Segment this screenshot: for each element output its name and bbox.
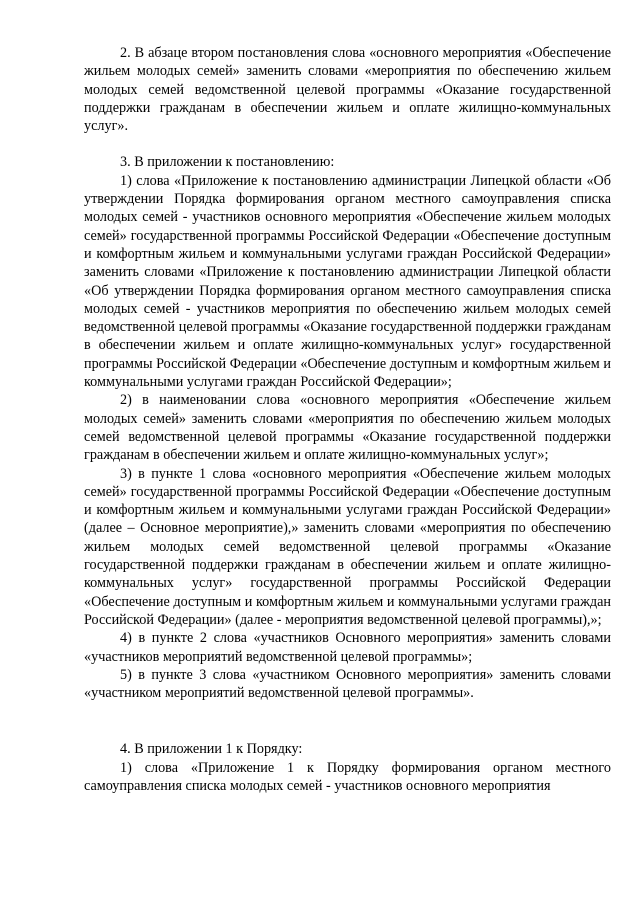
document-body <box>84 44 611 795</box>
paragraph-spacer <box>84 702 611 740</box>
paragraph-subitem-1: 1) слова «Приложение к постановлению администрации Липецкой области «Об утверждении Порядка формирования органом местного самоуправления списка молодых семей - участников основного мероприятия «Обеспечение жильем молодых семей» государственной программы Российской Федерации «Обеспечение доступным и комфортным жильем и коммунальными услугами граждан Российской Федерации» заменить словами «Приложение к постановлению администрации Липецкой области «Об утверждении Порядка формирования органом местного самоуправления списка молодых семей - участников мероприятия по обеспечению жильем молодых семей ведомственной целевой программы «Оказание государственной поддержки гражданам в обеспечении жильем и оплате жилищно-коммунальных услуг» государственной программы Российской Федерации «Обеспечение доступным и комфортным жильем и коммунальными услугами граждан Российской Федерации»; <box>84 172 611 391</box>
paragraph-subitem-5: 5) в пункте 3 слова «участником Основного мероприятия» заменить словами «участником мероприятий ведомственной целевой программы». <box>84 666 611 702</box>
paragraph-subitem-4: 4) в пункте 2 слова «участников Основного мероприятия» заменить словами «участников мероприятий ведомственной целевой программы»; <box>84 630 611 665</box>
paragraph-subitem-1-continued: 1) слова «Приложение 1 к Порядку формирования органом местного самоуправления списка молодых семей - участников основного мероприятия <box>84 759 611 794</box>
paragraph-item-4-heading: 4. В приложении 1 к Порядку: <box>120 741 303 758</box>
paragraph-subitem-2: 2) в наименовании слова «основного мероприятия «Обеспечение жильем молодых семей» заменить словами «мероприятия по обеспечению жильем молодых семей ведомственной целевой программы «Оказание государственной поддержки гражданам в обеспечении жильем и оплате жилищно-коммунальных услуг»; <box>84 392 611 464</box>
paragraph-item-2: 2. В абзаце втором постановления слова «основного мероприятия «Обеспечение жильем молодых семей» заменить словами «мероприятия по обеспечению жильем молодых семей ведомственной целевой программы «Оказание государственной поддержки гражданам в обеспечении жильем и оплате жилищно-коммунальных услуг». <box>84 45 611 135</box>
paragraph-item-3-heading: 3. В приложении к постановлению: <box>120 154 335 171</box>
paragraph-spacer <box>84 135 611 153</box>
paragraph-subitem-3: 3) в пункте 1 слова «основного мероприятия «Обеспечение жильем молодых семей» государственной программы Российской Федерации «Обеспечение доступным и комфортным жильем и коммунальными услугами граждан Российской Федерации» (далее – Основное мероприятие),» заменить словами «мероприятия по обеспечению жильем молодых семей ведомственной целевой программы «Оказание государственной поддержки гражданам в обеспечении жильем и оплате жилищно-коммунальных услуг» государственной программы Российской Федерации «Обеспечение доступным и комфортным жильем и коммунальными услугами граждан Российской Федерации» (далее - мероприятия ведомственной целевой программы),»; <box>84 465 611 628</box>
